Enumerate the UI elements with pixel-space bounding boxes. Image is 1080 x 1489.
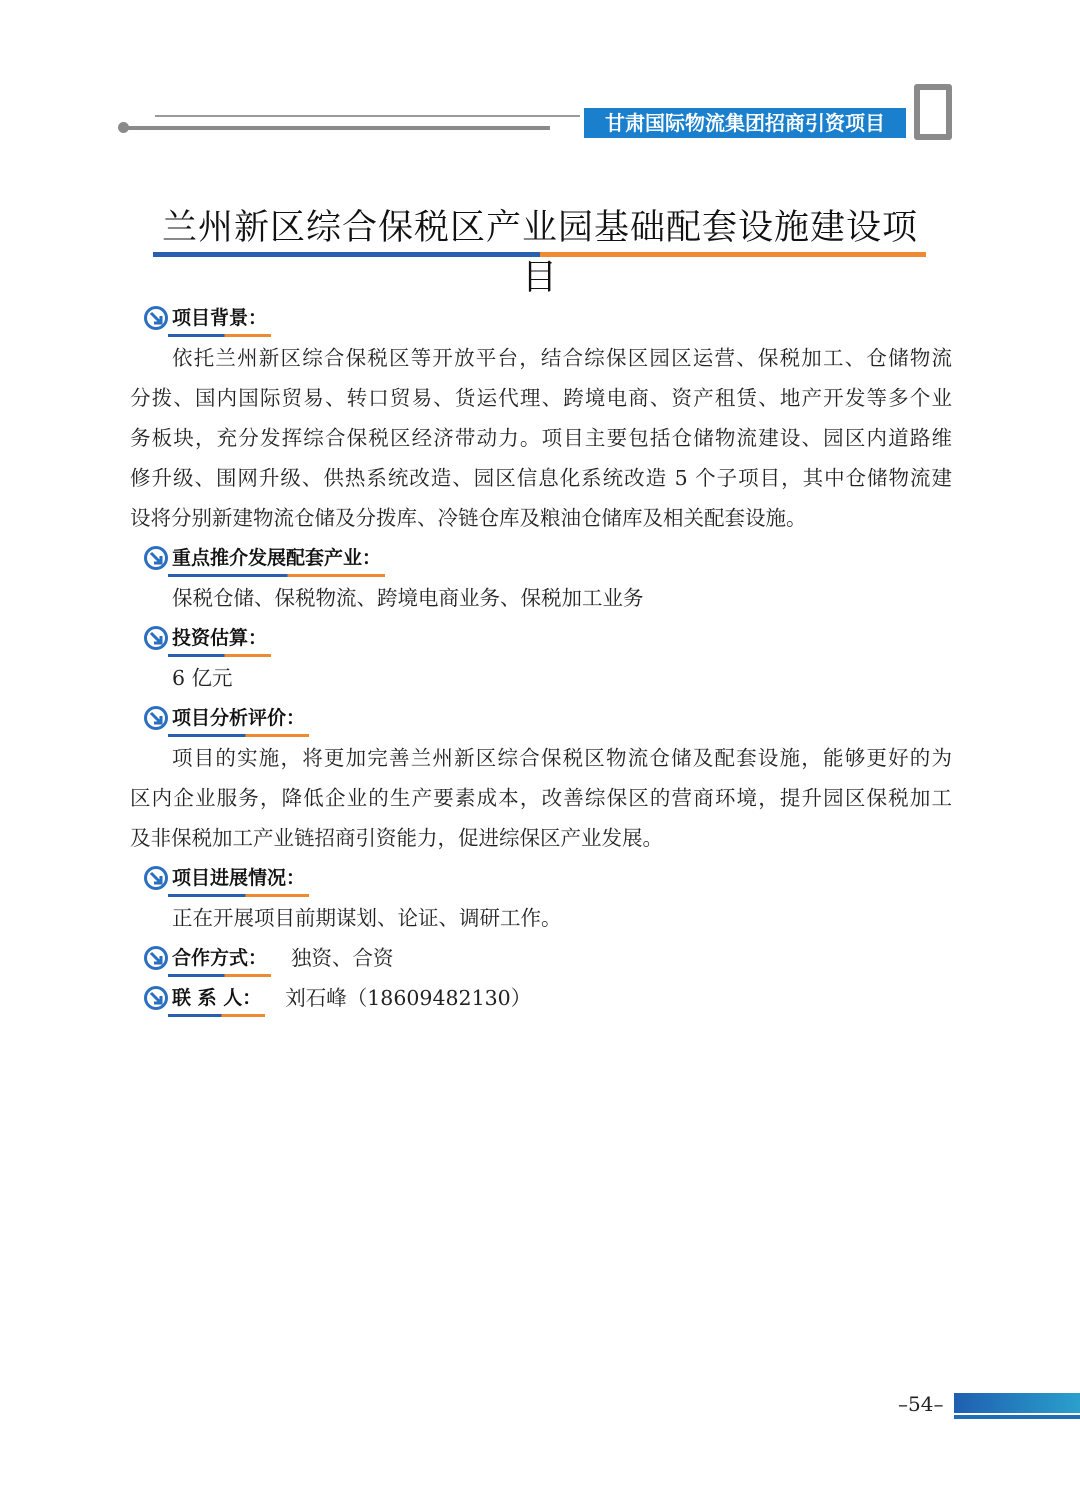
footer-bar <box>954 1393 1080 1413</box>
section-label: 项目进展情况： <box>172 864 309 892</box>
section-heading <box>144 938 952 978</box>
section-value: 刘石峰（18609482130） <box>285 986 532 1010</box>
body-text-line: 正在开展项目前期谋划、论证、调研工作。 <box>172 906 562 930</box>
section-heading <box>144 618 952 658</box>
section-label: 投资估算： <box>172 624 271 652</box>
arrow-circle-icon <box>144 706 168 730</box>
arrow-circle-icon <box>144 626 168 650</box>
arrow-circle-icon <box>144 546 168 570</box>
title-underline-orange <box>540 252 926 257</box>
body-text-line: 6 亿元 <box>172 666 233 690</box>
content <box>130 298 952 1018</box>
footer-bar <box>954 1415 1080 1419</box>
page-title: 兰州新区综合保税区产业园基础配套设施建设项目 <box>161 208 918 298</box>
body-text-line: 分拨、国内国际贸易、转口贸易、货运代理、跨境电商、资产租赁、地产开发等多个业 <box>130 386 952 410</box>
arrow-circle-icon <box>144 946 168 970</box>
header-badge: 甘肃国际物流集团招商引资项目 <box>584 108 906 138</box>
section-heading <box>144 298 952 338</box>
header-box-decoration <box>914 84 952 140</box>
section-label: 项目分析评价： <box>172 704 309 732</box>
section-heading <box>144 858 952 898</box>
header-line <box>155 115 580 117</box>
section-value: 独资、合资 <box>291 946 394 970</box>
section-heading <box>144 538 952 578</box>
body-text-line: 项目的实施，将更加完善兰州新区综合保税区物流仓储及配套设施，能够更好的为 <box>172 746 952 770</box>
body-text-line: 依托兰州新区综合保税区等开放平台，结合综保区园区运营、保税加工、仓储物流 <box>172 346 952 370</box>
body-text-line: 修升级、围网升级、供热系统改造、园区信息化系统改造 5 个子项目，其中仓储物流建 <box>130 466 952 490</box>
body-text-line: 保税仓储、保税物流、跨境电商业务、保税加工业务 <box>172 586 644 610</box>
body-text-line: 及非保税加工产业链招商引资能力，促进综保区产业发展。 <box>130 826 663 850</box>
arrow-circle-icon <box>144 866 168 890</box>
arrow-circle-icon <box>144 986 168 1010</box>
header-dot <box>118 122 129 133</box>
title-underline-blue <box>153 252 540 257</box>
section-label: 重点推介发展配套产业： <box>172 544 385 572</box>
header-line <box>122 126 550 130</box>
body-text-line: 区内企业服务，降低企业的生产要素成本，改善综保区的营商环境，提升园区保税加工 <box>130 786 952 810</box>
arrow-circle-icon <box>144 306 168 330</box>
section-heading <box>144 978 952 1018</box>
body-text-line: 设将分别新建物流仓储及分拨库、冷链仓库及粮油仓储库及相关配套设施。 <box>130 506 807 530</box>
section-label: 项目背景： <box>172 304 271 332</box>
page-number: –54– <box>898 1392 944 1416</box>
body-text-line: 务板块，充分发挥综合保税区经济带动力。项目主要包括仓储物流建设、园区内道路维 <box>130 426 952 450</box>
section-label: 合作方式： <box>172 944 271 972</box>
section-label: 联 系 人： <box>172 984 265 1012</box>
section-heading <box>144 698 952 738</box>
